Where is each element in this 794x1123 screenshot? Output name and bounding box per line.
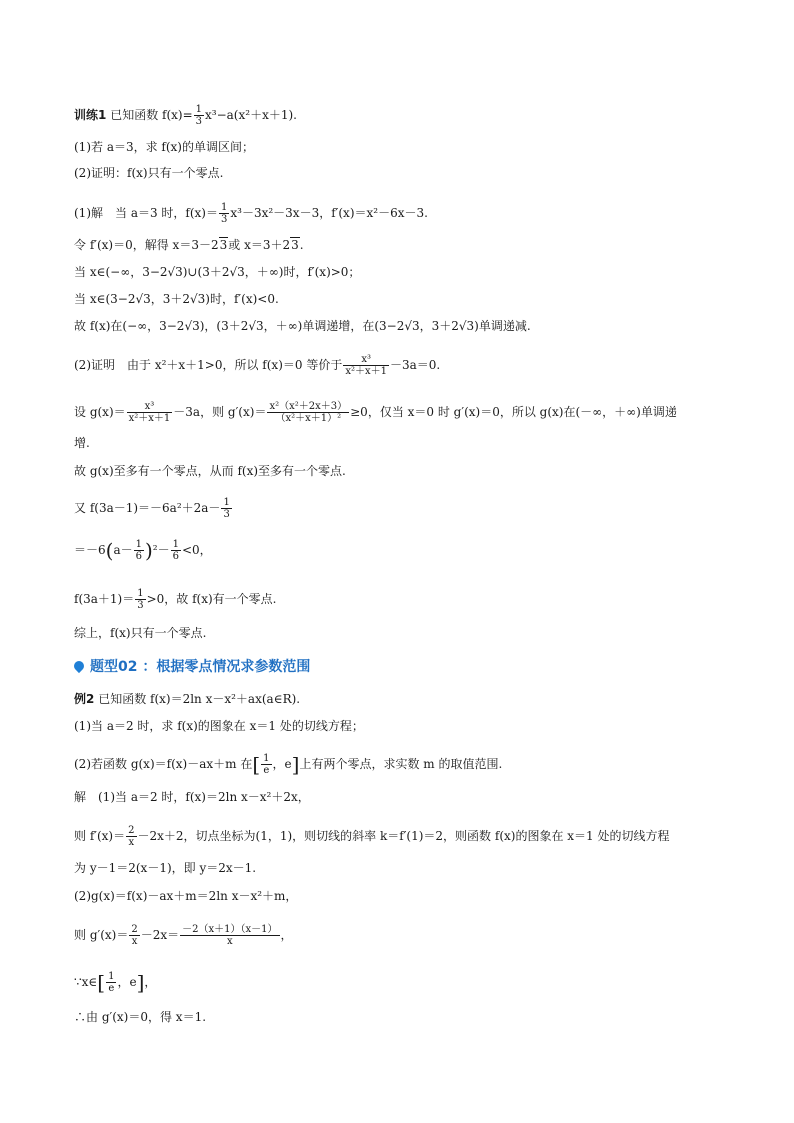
f-positive-line: f(3a＋1)＝ $\frac{1}{3}$ >0，故 f(x)有一个零点.: [74, 588, 277, 611]
fraction: $\frac{1}{6}$: [135, 539, 142, 562]
fraction: $\frac{2}{x}$: [131, 924, 138, 947]
example-question-2: (2)若函数 g(x)＝f(x)－ax＋m 在[ $\frac{1}{e}$ ，e]上有两个零点，求实数 m 的取值范围.: [74, 752, 503, 777]
monotonic-conclusion-line: 故 f(x)在(−∞，3−2√3)，(3＋2√3，＋∞)单调递增，在(3−2√3，3＋2√3)单调递减.: [74, 319, 531, 333]
fraction: $\frac{1}{e}$: [108, 971, 115, 994]
g-definition-line-cont: 增.: [74, 436, 90, 450]
section-heading: 题型02 ：根据零点情况求参数范围: [74, 656, 310, 676]
fraction: $\frac{1}{3}$: [221, 202, 228, 225]
solution-start-line: 解 (1)当 a＝2 时，f(x)＝2ln x－x²＋2x，: [74, 790, 310, 804]
fraction: $\frac{1}{3}$: [137, 588, 144, 611]
location-pin-icon: [72, 659, 86, 673]
fraction: $\frac{1}{3}$: [195, 104, 203, 127]
decreasing-interval-line: 当 x∈(3−2√3，3＋2√3)时，f′(x)<0.: [74, 292, 279, 306]
fraction: $\frac{\text{x³}}{\text{x²＋x＋1}}$: [345, 354, 387, 377]
example-question-1: (1)当 a＝2 时，求 f(x)的图象在 x＝1 处的切线方程；: [74, 719, 364, 733]
exercise-1-statement: 训练1 已知函数 f(x)= $\frac{1}{3}$ x³−a(x²＋x＋1).: [74, 104, 297, 127]
critical-point-line: ∴由 g′(x)＝0，得 x＝1.: [74, 1010, 207, 1024]
f-value-line: 又 f(3a－1)＝－6a²＋2a－ $\frac{1}{3}$: [74, 497, 230, 520]
solution-1-line: (1)解 当 a＝3 时，f(x)＝ $\frac{1}{3}$ x³－3x²－3x－3，f′(x)＝x²－6x－3.: [74, 202, 428, 225]
question-1: (1)若 a＝3，求 f(x)的单调区间；: [74, 140, 254, 154]
example-label: 例2: [74, 692, 95, 706]
proof-line: (2)证明 由于 x²＋x＋1>0，所以 f(x)＝0 等价于 $\frac{\text{x³}}{\text{x²＋x＋1}}$ －3a＝0.: [74, 354, 441, 377]
summary-line: 综上，f(x)只有一个零点.: [74, 626, 207, 640]
g-definition-line: 设 g(x)＝ $\frac{\text{x³}}{\text{x²＋x＋1}}$ －3a，则 g′(x)＝ $\frac{\text{x²（x²＋2x＋3）}}{\text{（x²＋x＋1）²}}$ ≥0，仅当 x＝0 时 g′(x)＝0，所以 g(x)在(－∞，＋∞)单调递: [74, 401, 677, 424]
domain-line: ∵x∈[ $\frac{1}{e}$ ，e]，: [74, 970, 157, 995]
fraction: $\frac{-2(x+1)(x-1)}{x}$: [182, 924, 278, 947]
completed-square-line: ＝－6(a－ $\frac{1}{6}$ )²－ $\frac{1}{6}$ <0，: [74, 538, 212, 563]
exercise-label: 训练1: [74, 108, 107, 122]
increasing-interval-line: 当 x∈(−∞，3−2√3)∪(3＋2√3，＋∞)时，f′(x)>0；: [74, 265, 361, 279]
question-2: (2)证明：f(x)只有一个零点.: [74, 166, 224, 180]
fraction: $\frac{1}{3}$: [223, 497, 230, 520]
example-2-statement: 例2 已知函数 f(x)＝2ln x－x²＋ax(a∈R).: [74, 692, 301, 706]
fraction: $\frac{1}{e}$: [263, 753, 270, 776]
tangent-line-equation: 为 y－1＝2(x－1)，即 y＝2x－1.: [74, 861, 257, 875]
fraction: $\frac{\text{x³}}{\text{x²＋x＋1}}$: [128, 401, 171, 424]
critical-points-line: 令 f′(x)＝0，解得 x＝3－23或 x＝3＋23.: [74, 238, 304, 252]
zero-count-line: 故 g(x)至多有一个零点，从而 f(x)至多有一个零点.: [74, 464, 346, 478]
derivative-line: 则 f′(x)＝ $\frac{2}{x}$ －2x＋2，切点坐标为(1，1)，则切线的斜率 k＝f′(1)＝2，则函数 f(x)的图象在 x＝1 处的切线方程: [74, 825, 670, 848]
fraction: $\frac{1}{6}$: [172, 539, 179, 562]
fraction: $\frac{\text{x²（x²＋2x＋3）}}{\text{（x²＋x＋1）²}}$: [269, 401, 348, 424]
g-expression-line: (2)g(x)＝f(x)－ax＋m＝2ln x－x²＋m，: [74, 889, 298, 903]
fraction: $\frac{2}{x}$: [128, 825, 135, 848]
g-derivative-line: 则 g′(x)＝ $\frac{2}{x}$ －2x＝ $\frac{-2(x+1)(x-1)}{x}$ ，: [74, 924, 293, 947]
